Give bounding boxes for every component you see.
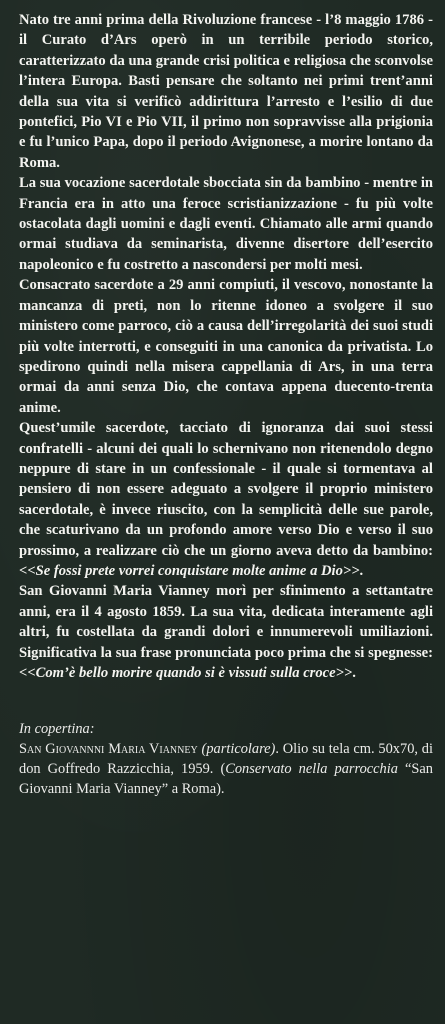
- paragraph-birth: [19, 10, 433, 173]
- cover-kept-label: Conservato nella parrocchia: [225, 761, 398, 778]
- cover-title: San Giovannni Maria Vianney: [19, 741, 198, 758]
- paragraph-text: Quest’umile sacerdote, tacciato di ignoranza dai suoi stessi confratelli - alcuni dei quali lo schernivano non ritenendolo degno neppure di stare in un confessionale - il quale si tormentava al pensiero di non essere adeguato a svolgere il proprio ministero sacerdotale, è invece riuscito, con la semplicità delle sue parole, che scaturivano da un profondo amore verso Dio e verso il suo prossimo, a realizzare ciò che un giorno aveva detto da bambino:: [19, 420, 433, 559]
- paragraph-ordination: [19, 275, 433, 418]
- paragraph-text: San Giovanni Maria Vianney morì per sfinimento a settantatre anni, era il 4 agosto 1859. La sua vita, dedicata interamente agli altri, fu costellata da grandi dolori e innumerevoli umiliazioni. Significativa la sua frase pronunciata poco prima che si spegnesse:: [19, 583, 433, 661]
- paragraph-vocation: [19, 173, 433, 275]
- biography-text: [19, 10, 433, 683]
- paragraph-text: La sua vocazione sacerdotale sbocciata sin da bambino - mentre in Francia era in atto una feroce scristianizzazione - fu più volte ostacolata dagli uomini e dagli eventi. Chiamato alle armi quando ormai studiava da seminarista, divenne disertore dell’esercito napoleonico e fu costretto a nascondersi per molti mesi.: [19, 175, 433, 273]
- paragraph-text: Consacrato sacerdote a 29 anni compiuti, il vescovo, nonostante la mancanza di preti, non lo ritenne idoneo a svolgere il suo ministero come parroco, ciò a causa dell’irregolarità dei suoi studi più volte interrotti, e conseguiti in una canonica da privatista. Lo spedirono quindi nella misera cappellania di Ars, in una terra ormai da anni senza Dio, che contava appena duecento-trenta anime.: [19, 277, 433, 416]
- cover-title-note: (particolare): [201, 741, 276, 758]
- cover-label: In copertina:: [19, 721, 95, 738]
- paragraph-end: .: [352, 665, 356, 681]
- last-words-quote: <<Com’è bello morire quando si è vissuti sulla croce>>: [19, 665, 353, 681]
- cover-kept-place: “San Giovanni Maria Vianney” a Roma).: [19, 761, 433, 798]
- cover-caption: [19, 719, 433, 799]
- paragraph-death: [19, 581, 433, 683]
- cover-description: . Olio su tela cm. 50x70, di don Goffredo Razzicchia, 1959. (: [19, 741, 433, 778]
- childhood-quote: <<Se fossi prete vorrei conquistare molte anime a Dio>>: [19, 562, 360, 579]
- paragraph-text: Nato tre anni prima della Rivoluzione francese - l’8 maggio 1786 - il Curato d’Ars operò in un terribile periodo storico, caratterizzato da una grande crisi politica e religiosa che sconvolse l’intera Europa. Basti pensare che soltanto nei primi trent’anni della sua vita si verificò addirittura l’arresto e l’esilio di due pontefici, Pio VI e Pio VII, il primo non sopravvisse alla prigionia e fu l’unico Papa, dopo il periodo Avignonese, a morire lontano da Roma.: [19, 12, 433, 171]
- paragraph-humble-priest: [19, 418, 433, 581]
- paragraph-end: .: [359, 562, 364, 579]
- document-page: [19, 10, 433, 799]
